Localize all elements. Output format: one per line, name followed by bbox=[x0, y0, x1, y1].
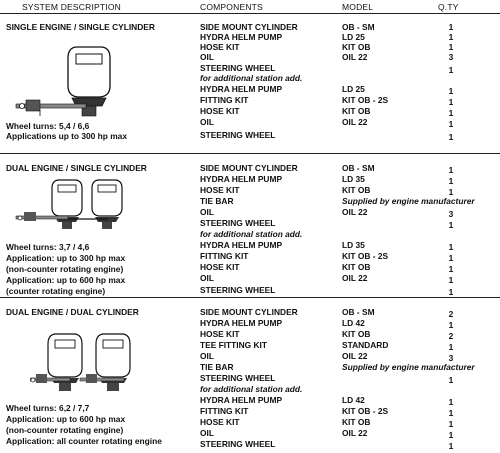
component-name: OIL bbox=[200, 273, 214, 283]
model-value: LD 25 bbox=[342, 84, 365, 94]
model-value: KIT OB bbox=[342, 262, 371, 272]
model-value: KIT OB - 2S bbox=[342, 406, 389, 416]
qty-value: 1 bbox=[448, 253, 454, 263]
model-value: KIT OB bbox=[342, 42, 371, 52]
qty-value: 1 bbox=[448, 441, 454, 451]
desc-line: (counter rotating engine) bbox=[6, 286, 106, 296]
qty-value: 1 bbox=[448, 342, 454, 352]
qty-value: 2 bbox=[448, 331, 454, 341]
desc-line: Application: all counter rotating engine bbox=[6, 436, 162, 446]
model-value: OIL 22 bbox=[342, 428, 368, 438]
component-name: HYDRA HELM PUMP bbox=[200, 84, 283, 94]
model-value: LD 42 bbox=[342, 318, 365, 328]
component-name: OIL bbox=[200, 52, 214, 62]
model-value: STANDARD bbox=[342, 340, 389, 350]
header-qty: Q.TY bbox=[438, 2, 459, 12]
component-name: HYDRA HELM PUMP bbox=[200, 174, 283, 184]
model-value: KIT OB - 2S bbox=[342, 95, 389, 105]
qty-value: 1 bbox=[448, 419, 454, 429]
component-name: SIDE MOUNT CYLINDER bbox=[200, 307, 298, 317]
model-value: OIL 22 bbox=[342, 117, 368, 127]
model-value: KIT OB bbox=[342, 106, 371, 116]
desc-line: Wheel turns: 5,4 / 6,6 bbox=[6, 121, 90, 131]
additional-station-note: for additional station add. bbox=[200, 229, 303, 239]
qty-value: 2 bbox=[448, 309, 454, 319]
component-name: HYDRA HELM PUMP bbox=[200, 318, 283, 328]
component-name: HYDRA HELM PUMP bbox=[200, 395, 283, 405]
model-value: KIT OB bbox=[342, 185, 371, 195]
qty-value: 1 bbox=[448, 375, 454, 385]
qty-value: 1 bbox=[448, 430, 454, 440]
model-value: KIT OB bbox=[342, 417, 371, 427]
component-name: OIL bbox=[200, 117, 214, 127]
qty-value: 1 bbox=[448, 86, 454, 96]
component-name: OIL bbox=[200, 351, 214, 361]
qty-value: 1 bbox=[448, 408, 454, 418]
model-value: LD 35 bbox=[342, 174, 365, 184]
qty-value: 1 bbox=[448, 32, 454, 42]
desc-line: (non-counter rotating engine) bbox=[6, 264, 124, 274]
component-name: TEE FITTING KIT bbox=[200, 340, 267, 350]
qty-value: 1 bbox=[448, 320, 454, 330]
additional-station-note: for additional station add. bbox=[200, 384, 303, 394]
model-value: LD 42 bbox=[342, 395, 365, 405]
model-value: OIL 22 bbox=[342, 52, 368, 62]
section-title: DUAL ENGINE / SINGLE CYLINDER bbox=[6, 163, 147, 173]
single-engine-diagram bbox=[14, 42, 134, 118]
component-name: HOSE KIT bbox=[200, 329, 240, 339]
header-components: COMPONENTS bbox=[200, 2, 263, 12]
model-value: OIL 22 bbox=[342, 273, 368, 283]
model-value: LD 35 bbox=[342, 240, 365, 250]
section-divider bbox=[0, 297, 500, 298]
component-name: FITTING KIT bbox=[200, 406, 249, 416]
qty-value: 1 bbox=[448, 108, 454, 118]
component-name: TIE BAR bbox=[200, 362, 234, 372]
qty-value: 1 bbox=[448, 176, 454, 186]
desc-line: Application: up to 600 hp max bbox=[6, 414, 126, 424]
component-name: HOSE KIT bbox=[200, 106, 240, 116]
component-name: STEERING WHEEL bbox=[200, 373, 276, 383]
component-name: HOSE KIT bbox=[200, 417, 240, 427]
dual-engine-single-cylinder-diagram bbox=[14, 178, 134, 234]
model-value: OIL 22 bbox=[342, 351, 368, 361]
qty-value: 1 bbox=[448, 97, 454, 107]
desc-line: (non-counter rotating engine) bbox=[6, 425, 124, 435]
qty-value: 1 bbox=[448, 397, 454, 407]
qty-value: 1 bbox=[448, 65, 454, 75]
additional-station-note: for additional station add. bbox=[200, 73, 303, 83]
qty-value: 1 bbox=[448, 275, 454, 285]
desc-line: Application: up to 300 hp max bbox=[6, 253, 126, 263]
section-title: DUAL ENGINE / DUAL CYLINDER bbox=[6, 307, 139, 317]
qty-value: 1 bbox=[448, 220, 454, 230]
qty-value: 1 bbox=[448, 264, 454, 274]
component-name: FITTING KIT bbox=[200, 251, 249, 261]
qty-value: 3 bbox=[448, 52, 454, 62]
header-model: MODEL bbox=[342, 2, 374, 12]
section-title: SINGLE ENGINE / SINGLE CYLINDER bbox=[6, 22, 155, 32]
component-name: FITTING KIT bbox=[200, 95, 249, 105]
component-name: STEERING WHEEL bbox=[200, 218, 276, 228]
component-name: HOSE KIT bbox=[200, 262, 240, 272]
qty-value: 1 bbox=[448, 132, 454, 142]
header-rule bbox=[0, 13, 500, 14]
component-name: STEERING WHEEL bbox=[200, 439, 276, 449]
qty-value: 1 bbox=[448, 242, 454, 252]
section-divider bbox=[0, 153, 500, 154]
desc-line: Application: up to 600 hp max bbox=[6, 275, 126, 285]
model-value: KIT OB bbox=[342, 329, 371, 339]
component-name: SIDE MOUNT CYLINDER bbox=[200, 22, 298, 32]
component-name: TIE BAR bbox=[200, 196, 234, 206]
desc-line: Wheel turns: 3,7 / 4,6 bbox=[6, 242, 90, 252]
component-name: SIDE MOUNT CYLINDER bbox=[200, 163, 298, 173]
dual-engine-dual-cylinder-diagram bbox=[30, 332, 150, 394]
qty-value: 1 bbox=[448, 165, 454, 175]
qty-value: 1 bbox=[448, 42, 454, 52]
desc-line: Applications up to 300 hp max bbox=[6, 131, 127, 141]
qty-value: 1 bbox=[448, 287, 454, 297]
model-value: LD 25 bbox=[342, 32, 365, 42]
model-value: Supplied by engine manufacturer bbox=[342, 196, 475, 206]
model-value: OB - SM bbox=[342, 307, 375, 317]
component-name: STEERING WHEEL bbox=[200, 285, 276, 295]
model-value: OIL 22 bbox=[342, 207, 368, 217]
model-value: KIT OB - 2S bbox=[342, 251, 389, 261]
component-name: STEERING WHEEL bbox=[200, 63, 276, 73]
header-system-description: SYSTEM DESCRIPTION bbox=[22, 2, 122, 12]
component-name: HOSE KIT bbox=[200, 42, 240, 52]
component-name: OIL bbox=[200, 428, 214, 438]
model-value: OB - SM bbox=[342, 163, 375, 173]
qty-value: 1 bbox=[448, 187, 454, 197]
qty-value: 1 bbox=[448, 119, 454, 129]
component-name: HYDRA HELM PUMP bbox=[200, 32, 283, 42]
qty-value: 3 bbox=[448, 353, 454, 363]
component-name: HOSE KIT bbox=[200, 185, 240, 195]
qty-value: 1 bbox=[448, 22, 454, 32]
component-name: OIL bbox=[200, 207, 214, 217]
model-value: OB - SM bbox=[342, 22, 375, 32]
component-name: HYDRA HELM PUMP bbox=[200, 240, 283, 250]
qty-value: 3 bbox=[448, 209, 454, 219]
model-value: Supplied by engine manufacturer bbox=[342, 362, 475, 372]
desc-line: Wheel turns: 6,2 / 7,7 bbox=[6, 403, 90, 413]
component-name: STEERING WHEEL bbox=[200, 130, 276, 140]
